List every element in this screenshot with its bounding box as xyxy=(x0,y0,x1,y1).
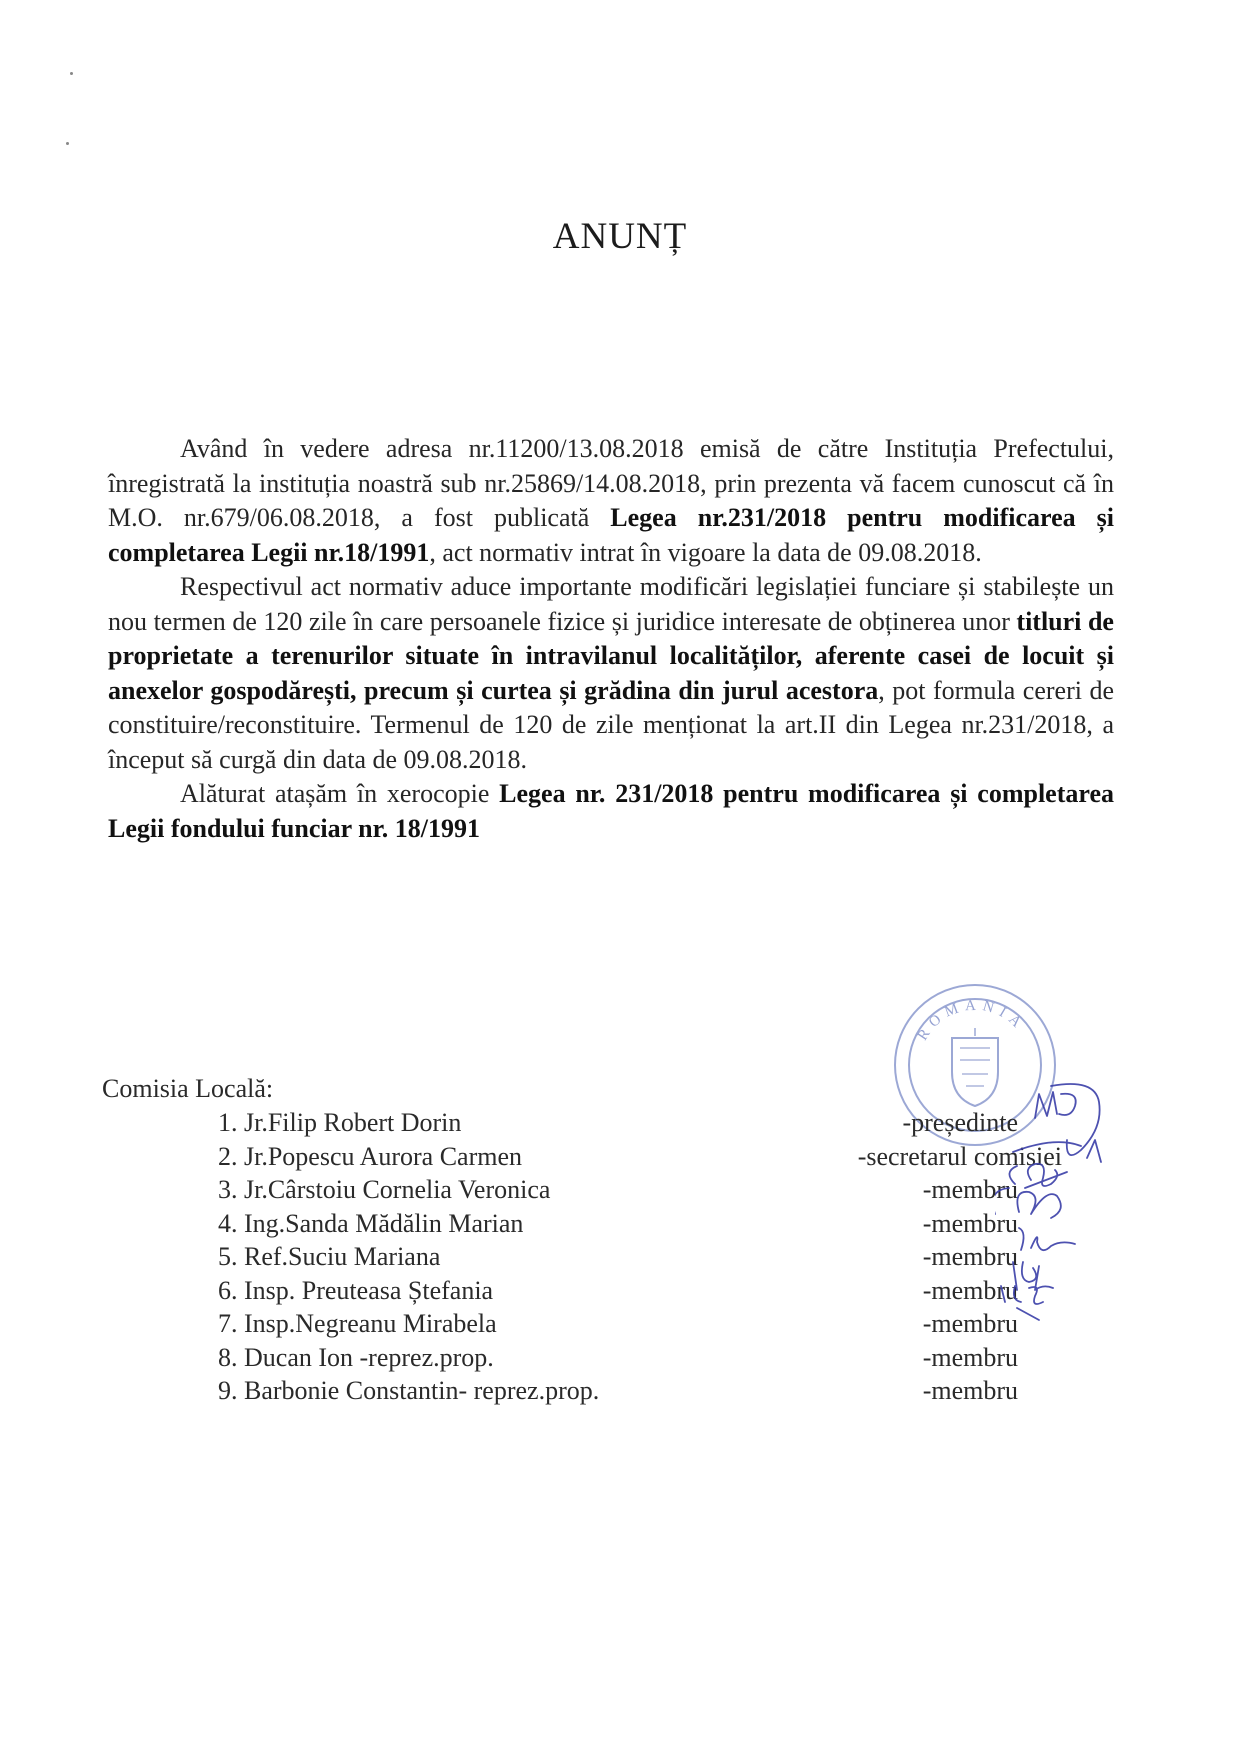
handwritten-signatures xyxy=(995,1080,1115,1360)
emphasis-text: titluri de proprietate a terenurilor situate în intravilanul localităților, aferente casei de locuit și anexelor gospodărești, precum și curtea și grădina din jurul acestora xyxy=(108,606,1114,705)
page-title: ANUNȚ xyxy=(552,216,688,257)
member-name: 8. Ducan Ion -reprez.prop. xyxy=(218,1342,494,1372)
member-name: 3. Jr.Cârstoiu Cornelia Veronica xyxy=(218,1175,551,1204)
text-run: , act normativ intrat în vigoare la data de 09.08.2018. xyxy=(429,537,982,567)
member-role: -membru xyxy=(922,1242,1018,1271)
committee-member xyxy=(0,1376,1240,1410)
member-name: 4. Ing.Sanda Mădălin Marian xyxy=(218,1208,524,1238)
scan-speck xyxy=(70,72,73,75)
text-run: Alăturat atașăm în xerocopie xyxy=(180,779,500,808)
member-name: 1. Jr.Filip Robert Dorin xyxy=(218,1108,462,1137)
member-role: -membru xyxy=(922,1208,1018,1238)
committee-label: Comisia Locală: xyxy=(102,1074,274,1103)
stamp-text: ROMANIA xyxy=(914,997,1029,1044)
text-run: Respectivul act normativ aduce importante modificări legislației funciare și stabilește un nou termen de 120 zile în care persoanele fizice și juridice interesate de obținerea unor xyxy=(108,572,1114,636)
announcement-body xyxy=(108,432,1114,846)
member-role: -membru xyxy=(922,1342,1018,1372)
member-name: 6. Insp. Preuteasa Ștefania xyxy=(218,1275,494,1305)
member-role: -membru xyxy=(922,1175,1018,1204)
text-run: , pot formula cereri de constituire/reconstituire. Termenul de 120 de zile menționat la art.II din Legea nr.231/2018, a început să curgă din data de 09.08.2018. xyxy=(108,675,1114,774)
law-reference: Legea nr. 231/2018 pentru modificarea și completarea Legii fondului funciar nr. 18/1991 xyxy=(108,779,1114,843)
member-name: 2. Jr.Popescu Aurora Carmen xyxy=(218,1141,523,1171)
paragraph-3 xyxy=(108,777,1114,846)
law-reference: Legea nr.231/2018 pentru modificarea și completarea Legii nr.18/1991 xyxy=(108,503,1114,567)
member-role: -secretarul comisiei xyxy=(857,1141,1062,1171)
member-role: -președinte xyxy=(902,1108,1018,1137)
paragraph-2 xyxy=(108,570,1114,777)
scan-speck xyxy=(66,142,69,145)
member-name: 9. Barbonie Constantin- reprez.prop. xyxy=(218,1376,600,1405)
member-role: -membru xyxy=(922,1275,1018,1305)
member-role: -membru xyxy=(922,1376,1018,1405)
member-role: -membru xyxy=(922,1309,1018,1338)
text-run: Având în vedere adresa nr.11200/13.08.2018 emisă de către Instituția Prefectului, înregistrată la instituția noastră sub nr.25869/14.08.2018, prin prezenta vă facem cunoscut că în M.O. nr.679/06.08.2018, a fost publicată xyxy=(108,434,1114,532)
member-name: 7. Insp.Negreanu Mirabela xyxy=(218,1309,497,1338)
svg-text:ROMANIA xyxy=(915,998,1029,1044)
paragraph-1 xyxy=(108,432,1114,570)
member-name: 5. Ref.Suciu Mariana xyxy=(218,1242,441,1271)
